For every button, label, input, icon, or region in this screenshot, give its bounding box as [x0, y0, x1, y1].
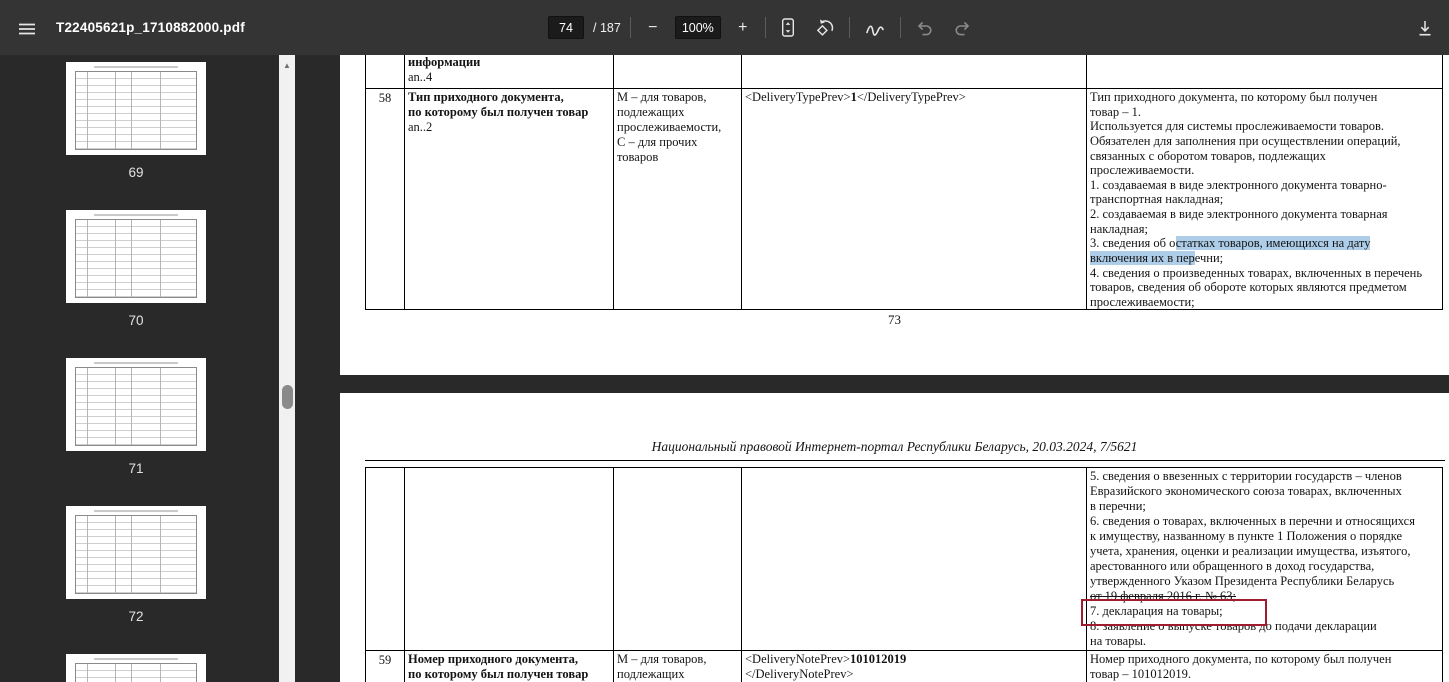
undo-button[interactable] — [910, 15, 939, 41]
zoom-out-button[interactable]: − — [640, 15, 666, 41]
hamburger-menu-button[interactable] — [12, 14, 42, 44]
table-cell — [613, 55, 741, 89]
condition-cell: М – для товаров, подлежащих — [613, 651, 741, 682]
row-number-cell: 59 — [378, 653, 392, 667]
thumbnail-preview — [75, 71, 197, 150]
table-cell — [404, 468, 613, 651]
page-thumbnail-71[interactable] — [66, 358, 206, 451]
field-name-cell: Тип приходного документа, по которому был получен товар an..2 — [404, 89, 613, 309]
table-cell: информации an..4 — [404, 55, 613, 89]
annotation-red-box — [1081, 599, 1267, 626]
page-thumbnail-70[interactable] — [66, 210, 206, 303]
thumbnail-sidebar — [0, 55, 295, 682]
redo-icon — [952, 19, 973, 37]
download-button[interactable] — [1411, 14, 1439, 42]
field-name-cell: Номер приходного документа, по которому был получен товар — [404, 651, 613, 682]
fit-to-page-button[interactable] — [775, 13, 801, 42]
page-number-footer: 73 — [888, 312, 901, 327]
thumbnail-label: 72 — [128, 609, 144, 624]
rotate-button[interactable] — [810, 13, 840, 43]
pdf-page-74 — [340, 393, 1449, 682]
description-cell: Номер приходного документа, по которому был получен товар – 101012019. — [1086, 651, 1442, 682]
pdf-page-73 — [340, 55, 1449, 375]
table-cell — [1086, 55, 1442, 89]
sidebar-scrollbar-thumb[interactable] — [282, 385, 293, 409]
page-thumbnail-73[interactable] — [66, 654, 206, 682]
pdf-toolbar — [0, 0, 1449, 55]
zoom-level-display[interactable]: 100% — [675, 16, 721, 39]
table-cell — [366, 55, 404, 89]
document-title: T22405621p_1710882000.pdf — [56, 20, 245, 35]
xml-sample-cell: <DeliveryNotePrev>101012019 </DeliveryNotePrev> — [741, 651, 1086, 682]
scrollbar-up-arrow[interactable]: ▲ — [279, 57, 295, 73]
description-cell: 5. сведения о ввезенных с территории государств – членов Евразийского экономического союза товарах, включенных в перечни; 6. сведения о товарах, включенных в перечни и относящихся к имуществу, названному в пункте 1 Положения о порядке учета, хранения, оценки и реализации имущества, изъятого, арестованного или обращенного в доход государства, утвержденного Указом Президента Республики Беларусь от 19 февраля 2016 г. № 63; 7. декларация на товары; 8. заявление о выпуске товаров до подачи декларации на товары. — [1086, 468, 1442, 651]
condition-cell: М – для товаров, подлежащих прослеживаемости, С – для прочих товаров — [613, 89, 741, 309]
spec-table-page73 — [365, 55, 1443, 310]
spec-table-page74 — [365, 467, 1443, 682]
toolbar-separator — [630, 17, 631, 38]
table-cell — [741, 55, 1086, 89]
page-header-portal: Национальный правовой Интернет-портал Республики Беларусь, 20.03.2024, 7/5621 — [651, 439, 1138, 454]
toolbar-center-controls — [548, 0, 977, 55]
download-icon — [1415, 18, 1435, 38]
thumbnail-preview — [75, 663, 197, 682]
toolbar-separator — [849, 17, 850, 38]
table-cell — [741, 468, 1086, 651]
draw-button[interactable] — [859, 14, 891, 42]
sidebar-scrollbar-track[interactable] — [279, 55, 295, 682]
zoom-in-button[interactable]: + — [730, 15, 756, 41]
page-total-label: / 187 — [593, 20, 621, 35]
hamburger-menu-icon — [16, 18, 38, 40]
xml-sample-cell: <DeliveryTypePrev>1</DeliveryTypePrev> — [741, 89, 1086, 309]
draw-icon — [863, 18, 887, 38]
undo-icon — [914, 19, 935, 37]
table-cell — [613, 468, 741, 651]
toolbar-separator — [765, 17, 766, 38]
table-cell — [366, 468, 404, 651]
rotate-icon — [814, 17, 836, 39]
page-thumbnail-72[interactable] — [66, 506, 206, 599]
description-cell: Тип приходного документа, по которому был получен товар – 1. Используется для системы прослеживаемости товаров. Обязателен для заполнения при осуществлении операций, связанных с оборотом товаров, подлежащих прослеживаемости. 1. создаваемая в виде электронного документа товарно- транспортная накладная; 2. создаваемая в виде электронного документа товарная накладная; 3. сведения об остатках товаров, имеющихся на дату включения их в перечни; 4. сведения о произведенных товарах, включенных в перечень товаров, сведения об обороте которых являются предметом прослеживаемости; — [1086, 89, 1442, 309]
thumbnail-label: 69 — [128, 165, 144, 180]
toolbar-separator — [900, 17, 901, 38]
page-number-input[interactable] — [548, 16, 584, 39]
thumbnail-preview — [75, 219, 197, 298]
page-thumbnail-69[interactable] — [66, 62, 206, 155]
thumbnail-label: 71 — [128, 461, 144, 476]
thumbnail-preview — [75, 367, 197, 446]
redo-button[interactable] — [948, 15, 977, 41]
page-fit-icon — [779, 17, 797, 38]
header-rule — [365, 460, 1445, 461]
thumbnail-label: 70 — [128, 313, 144, 328]
thumbnail-preview — [75, 515, 197, 594]
row-number-cell: 58 — [378, 91, 392, 105]
pdf-viewer-canvas — [0, 55, 1449, 682]
